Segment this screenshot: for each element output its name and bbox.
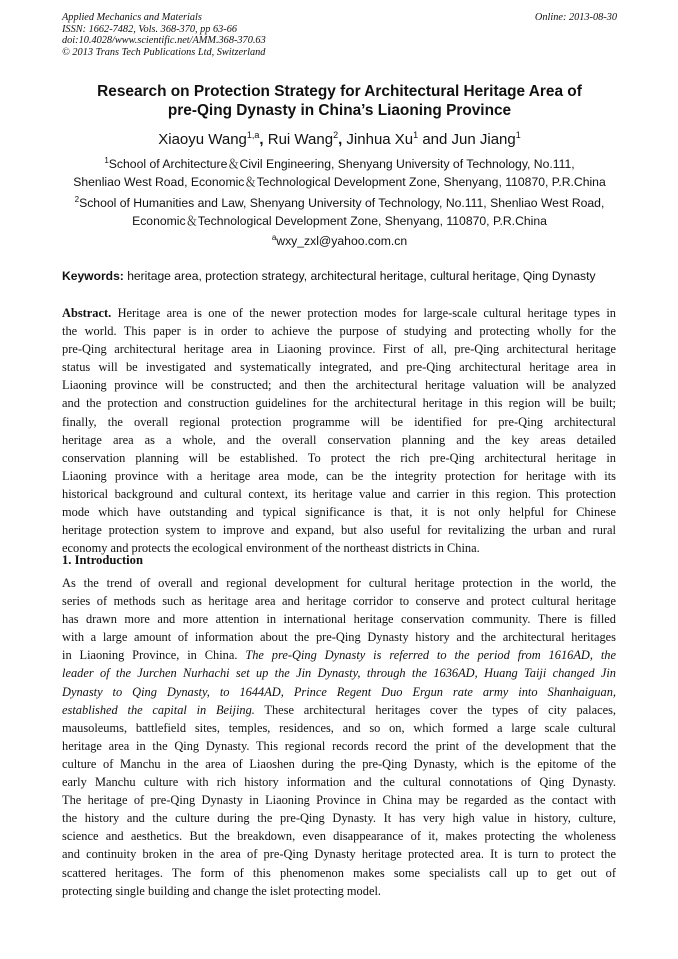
paper-title [62,82,617,120]
affiliation-2 [62,195,617,230]
affiliation-marker: 1 [104,156,109,165]
body-line: and continuity broken in the area of pre-Qing Dynasty heritage protected area. It is turn to protect the [62,847,616,862]
journal-name: Applied Mechanics and Materials [62,12,202,23]
author-name: Jinhua Xu [342,131,414,148]
author-name: and Jun Jiang [418,131,516,148]
abstract [62,304,616,557]
abstract-line: heritage protection system to improve and expand, but also useful for revitalizing the urban and rural [62,523,616,538]
keywords-text: heritage area, protection strategy, architectural heritage, cultural heritage, Qing Dynasty [123,269,596,283]
body-line: early Manchu culture with rich history information and the cultural connotations of Qing Dynasty. [62,775,616,790]
italic-passage: leader of the Jurchen Nurhachi set up the Jin Dynasty, through the 1636AD, Huang Taiji changed Jin [62,666,616,681]
section-heading: 1. Introduction [62,553,143,567]
keywords-label: Keywords: [62,269,124,283]
body-line: the history and the culture during the pre-Qing Dynasty. It has very high value in history, culture, [62,811,616,826]
abstract-line: and the protection and construction guidelines for the architectural heritage in this region will be built; [62,396,616,411]
issn-line: ISSN: 1662-7482, Vols. 368-370, pp 63-66 [62,23,238,35]
body-line: science and aesthetics. But the breakdown, even disappearance of it, makes protecting the wholeness [62,829,616,844]
affiliation-text: Economic＆Technological Development Zone, Shenyang, 110870, P.R.China [132,213,547,228]
body-line: mausoleums, battlefield sites, temples, residences, and so on, which formed a large scale cultural [62,720,616,735]
abstract-line: finally, the overall regional protection programme will be identified for pre-Qing architectural [62,414,616,429]
italic-passage: established the capital in Beijing. [62,702,255,717]
abstract-line: historical background and cultural context, its heritage value and carrier in this region. This protection [62,486,616,501]
body-line: series of methods such as heritage area and heritage corridor to conserve and protect cultural heritage [62,594,616,609]
affiliation-1 [62,156,617,191]
author-email: wxy_zxl@yahoo.com.cn [276,234,408,248]
abstract-line: status will be investigated and systematically integrated, and pre-Qing architectural heritage area in [62,360,616,375]
abstract-label: Abstract. [62,306,112,320]
author-superscript: 1,a [246,130,260,140]
author-name: Rui Wang [263,131,334,148]
body-line: culture of Manchu in the area of Liaoshen during the pre-Qing Dynasty, which is the epitome of the [62,756,616,771]
author-separator: , [338,131,343,148]
body-line: The heritage of pre-Qing Dynasty in Liaoning Province in China may be regarded as the contact with [62,793,616,808]
title-line-2: pre-Qing Dynasty in China’s Liaoning Province [167,102,512,119]
italic-passage: The pre-Qing Dynasty is referred to the period from 1616AD, the [245,648,616,663]
affiliation-text: School of Architecture＆Civil Engineering, Shenyang University of Technology, No.111, [108,157,575,171]
body-line: As the trend of overall and regional development for cultural heritage protection in the world, the [62,576,616,590]
body-line: These architectural heritages cover the types of city palaces, [254,702,616,717]
email-affiliation [62,233,617,251]
author-superscript: 2 [333,130,339,140]
online-date: Online: 2013-08-30 [534,12,617,23]
body-line: with a large amount of information about the pre-Qing Dynasty history and the architectural heritages [62,630,616,645]
body-line: has drawn more and more attention in international heritage conservation community. There is filled [62,612,616,627]
abstract-line: the world. This paper is in order to achieve the purpose of studying and protecting wholly for the [62,324,616,339]
author-list [62,131,617,149]
keywords [62,268,622,284]
title-line-1: Research on Protection Strategy for Architectural Heritage Area of [97,83,582,100]
introduction-body [62,574,616,900]
doi-line: doi:10.4028/www.scientific.net/AMM.368-370.63 [62,35,266,47]
email-marker: a [271,233,277,242]
author-name: Xiaoyu Wang [158,131,247,148]
abstract-line: Heritage area is one of the newer protection modes for large-scale cultural heritage types in [111,306,616,320]
abstract-line: mode which have outstanding and typical significance is that, it is not only helpful for Chinese [62,505,616,520]
abstract-line: economy and protects the ecological environment of the northeast districts in China. [62,541,480,556]
abstract-line: Liaoning province with a heritage area mode, can be the integrity protection for heritage with its [62,468,616,483]
body-line: scattered heritages. The form of this phenomenon makes some specialists call up to get out of [62,865,616,880]
italic-passage: Dynasty to Qing Dynasty, to 1644AD, Prince Regent Duo Ergun rate army into Shanhaiguan, [62,684,616,699]
abstract-line: pre-Qing architectural heritage area in Liaoning province. First of all, pre-Qing architectural heritage [62,342,616,357]
abstract-line: conservation planning will be established. To protect the rich pre-Qing architectural heritage in [62,450,616,465]
author-separator: , [259,131,264,148]
abstract-line: heritage area as a whole, and the overall conservation planning and the key areas detailed [62,432,616,447]
copyright-line: © 2013 Trans Tech Publications Ltd, Switzerland [62,46,266,58]
author-superscript: 1 [515,130,521,140]
affiliation-text: School of Humanities and Law, Shenyang University of Technology, No.111, Shenliao West Road, [79,196,605,210]
abstract-line: Liaoning province will be constructed; and then the architectural heritage valuation will be analyzed [62,378,616,393]
affiliation-marker: 2 [74,195,80,204]
body-line: in Liaoning Province, in China. [62,648,246,663]
body-line: heritage area in the Qing Dynasty. This regional records record the print of the development that the [62,738,616,753]
journal-header [62,12,617,58]
body-line: protecting single building and change the islet protecting model. [62,883,381,898]
affiliation-text: Shenliao West Road, Economic＆Technological Development Zone, Shenyang, 110870, P.R.China [73,174,606,189]
author-superscript: 1 [413,130,419,140]
